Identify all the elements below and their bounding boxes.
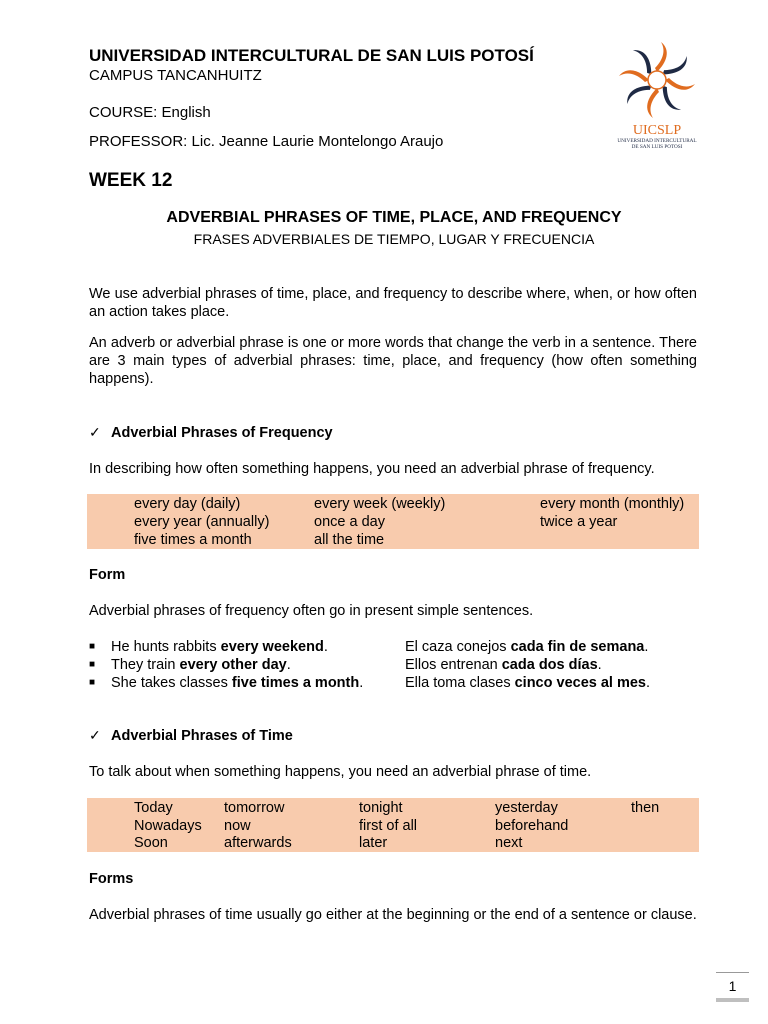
table-cell: next: [495, 835, 523, 851]
frequency-heading: Adverbial Phrases of Frequency: [111, 424, 333, 441]
table-cell: now: [224, 818, 251, 834]
time-heading-row: [89, 727, 293, 744]
table-cell: afterwards: [224, 835, 292, 851]
form-heading: Form: [89, 567, 126, 583]
examples-list: [0, 638, 768, 694]
checkmark-icon: ✓: [89, 727, 101, 743]
footer-divider: [716, 972, 749, 973]
checkmark-icon: ✓: [89, 424, 101, 440]
example-en: She takes classes five times a month.: [111, 675, 364, 691]
page-number: 1: [728, 978, 737, 994]
example-es: Ella toma clases cinco veces al mes.: [405, 675, 651, 691]
example-es: Ellos entrenan cada dos días.: [405, 657, 602, 673]
campus-name: CAMPUS TANCANHUITZ: [89, 67, 262, 84]
form-description: Adverbial phrases of frequency often go in present simple sentences.: [89, 603, 534, 619]
table-cell: then: [631, 800, 660, 816]
forms-heading: Forms: [89, 871, 134, 887]
footer-bar: [716, 998, 749, 1002]
table-cell: five times a month: [134, 532, 252, 548]
time-description: To talk about when something happens, you need an adverbial phrase of time.: [89, 764, 592, 780]
frequency-table: [87, 494, 699, 549]
main-title: ADVERBIAL PHRASES OF TIME, PLACE, AND FREQUENCY: [166, 209, 622, 226]
subtitle: FRASES ADVERBIALES DE TIEMPO, LUGAR Y FRECUENCIA: [193, 231, 595, 247]
university-name: UNIVERSIDAD INTERCULTURAL DE SAN LUIS POTOSÍ: [89, 46, 534, 65]
bullet-icon: ■: [89, 677, 96, 688]
table-cell: Nowadays: [134, 818, 202, 834]
table-cell: every day (daily): [134, 496, 241, 512]
course-line: COURSE: English: [89, 104, 211, 121]
table-cell: Soon: [134, 835, 168, 851]
table-cell: every week (weekly): [314, 496, 446, 512]
bullet-icon: ■: [89, 641, 96, 652]
frequency-heading-row: [89, 424, 333, 441]
table-cell: yesterday: [495, 800, 558, 816]
table-cell: twice a year: [540, 514, 618, 530]
time-heading: Adverbial Phrases of Time: [111, 727, 293, 744]
time-table: [87, 798, 699, 852]
table-cell: every year (annually): [134, 514, 270, 530]
professor-line: PROFESSOR: Lic. Jeanne Laurie Montelongo Araujo: [89, 133, 444, 150]
table-cell: all the time: [314, 532, 385, 548]
intro-paragraph-1: We use adverbial phrases of time, place, and frequency to describe where, when, or how often an action takes place.: [89, 286, 697, 320]
uicslp-logo: [612, 40, 702, 152]
week-title: WEEK 12: [89, 170, 173, 191]
logo-line2: DE SAN LUIS POTOSI: [631, 144, 683, 150]
table-cell: first of all: [359, 818, 418, 834]
table-cell: Today: [134, 800, 173, 816]
table-cell: later: [359, 835, 388, 851]
bullet-icon: ■: [89, 659, 96, 670]
example-es: El caza conejos cada fin de semana.: [405, 639, 649, 655]
table-cell: once a day: [314, 514, 385, 530]
uicslp-logo-graphic: [612, 40, 702, 152]
table-cell: beforehand: [495, 818, 569, 834]
intro-paragraph-2: An adverb or adverbial phrase is one or more words that change the verb in a sentence. There are 3 main types of adverbial phrases: time, place, and frequency (how often something happens).: [89, 335, 697, 387]
example-en: He hunts rabbits every weekend.: [111, 639, 328, 655]
frequency-description: In describing how often something happens, you need an adverbial phrase of frequency.: [89, 461, 655, 477]
example-en: They train every other day.: [111, 657, 291, 673]
table-cell: tonight: [359, 800, 403, 816]
logo-line1: UNIVERSIDAD INTERCULTURAL: [617, 138, 697, 144]
table-cell: tomorrow: [224, 800, 285, 816]
table-cell: every month (monthly): [540, 496, 685, 512]
logo-name: UICSLP: [632, 123, 682, 138]
forms-description: Adverbial phrases of time usually go either at the beginning or the end of a sentence or clause.: [89, 907, 697, 923]
